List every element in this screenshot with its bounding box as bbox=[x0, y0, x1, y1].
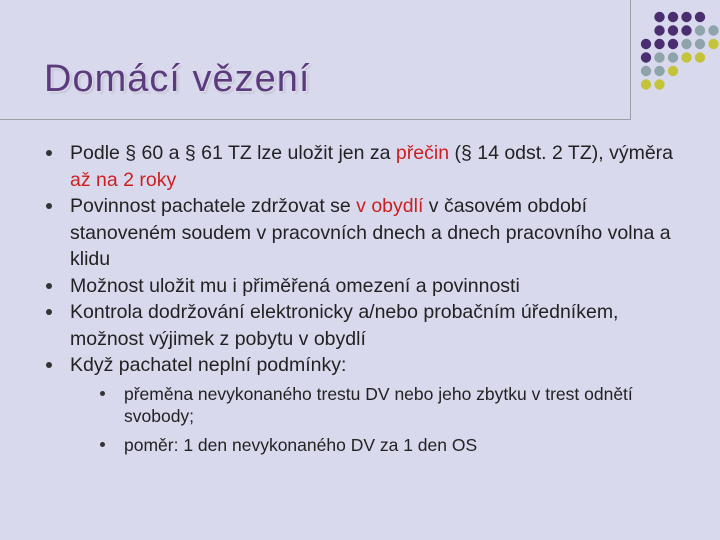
decorative-dot bbox=[654, 52, 664, 62]
decorative-dot bbox=[654, 25, 664, 35]
decorative-dot bbox=[695, 52, 705, 62]
decorative-dot bbox=[708, 25, 718, 35]
decorative-dot bbox=[654, 79, 664, 89]
bullet-dot-icon bbox=[46, 362, 52, 368]
decorative-dot bbox=[654, 66, 664, 76]
bullet-item bbox=[44, 273, 694, 300]
bullet-item bbox=[44, 299, 694, 352]
highlighted-text: přečin bbox=[395, 142, 450, 164]
decorative-dot bbox=[668, 52, 678, 62]
sub-bullet-item bbox=[70, 383, 694, 428]
highlighted-text: až na 2 roky bbox=[70, 168, 177, 191]
sub-bullet-text: přeměna nevykonaného trestu DV nebo jeho zbytku v trest odnětí svobody; bbox=[124, 383, 633, 426]
bullet-item bbox=[44, 352, 694, 456]
bullet-dot-icon bbox=[100, 391, 105, 396]
decorative-dot bbox=[695, 39, 705, 49]
sub-bullet-item bbox=[70, 434, 694, 457]
bullet-dot-icon bbox=[46, 283, 52, 289]
highlighted-text: v obydlí bbox=[356, 195, 424, 217]
decorative-dot bbox=[681, 52, 691, 62]
decorative-dot bbox=[681, 25, 691, 35]
bullet-dot-icon bbox=[46, 203, 52, 209]
bullet-text: Když pachatel neplní podmínky: bbox=[70, 354, 347, 376]
bullet-text: Podle § 60 a § 61 TZ lze uložit jen za bbox=[70, 142, 396, 164]
bullet-text: Povinnost pachatele zdržovat se bbox=[70, 195, 357, 217]
slide-title: Domácí vězení bbox=[44, 58, 311, 100]
vertical-divider bbox=[630, 0, 631, 120]
decorative-dot bbox=[641, 79, 651, 89]
bullet-text: v časovém období stanoveném soudem v pracovních dnech a dnech pracovního volna a klidu bbox=[70, 195, 671, 270]
bullet-text: Možnost uložit mu i přiměřená omezení a povinnosti bbox=[70, 274, 520, 297]
bullet-text: (§ 14 odst. 2 TZ), výměra bbox=[449, 142, 674, 164]
decorative-dot bbox=[641, 66, 651, 76]
bullet-item bbox=[44, 140, 694, 193]
decorative-dot bbox=[668, 66, 678, 76]
decorative-dot bbox=[695, 12, 705, 22]
decorative-dot bbox=[668, 25, 678, 35]
decorative-dot bbox=[668, 39, 678, 49]
bullet-dot-icon bbox=[46, 150, 52, 156]
decorative-dot bbox=[681, 12, 691, 22]
decorative-dot bbox=[708, 39, 718, 49]
decorative-dot bbox=[641, 39, 651, 49]
slide-content bbox=[44, 140, 694, 462]
bullet-list bbox=[44, 140, 694, 456]
decorative-dot bbox=[641, 52, 651, 62]
title-divider bbox=[0, 119, 630, 120]
decorative-dot bbox=[695, 25, 705, 35]
decorative-dot bbox=[654, 39, 664, 49]
bullet-dot-icon bbox=[46, 309, 52, 315]
decorative-dot bbox=[654, 12, 664, 22]
sub-bullet-list bbox=[70, 383, 694, 457]
bullet-item bbox=[44, 193, 694, 273]
decorative-dot bbox=[681, 39, 691, 49]
decorative-dot bbox=[668, 12, 678, 22]
sub-bullet-text: poměr: 1 den nevykonaného DV za 1 den OS bbox=[124, 434, 478, 455]
bullet-dot-icon bbox=[100, 442, 105, 447]
bullet-text: Kontrola dodržování elektronicky a/nebo probačním úředníkem, možnost výjimek z pobytu v obydlí bbox=[70, 301, 619, 350]
